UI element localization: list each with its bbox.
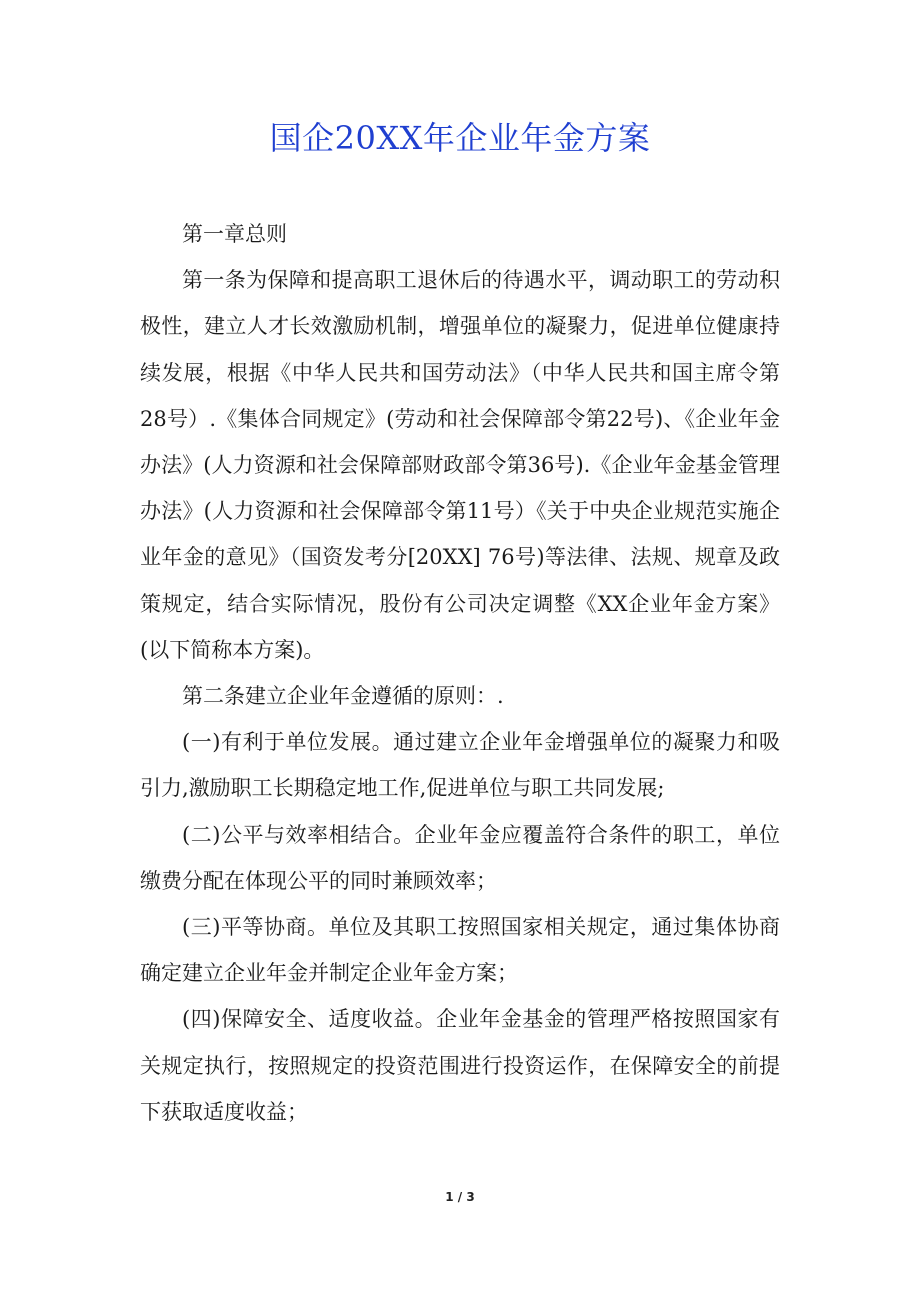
article-2-paragraph: 第二条建立企业年金遵循的原则：. [182, 684, 504, 709]
chapter-heading: 第一章总则 [182, 222, 287, 246]
document-title: 国企20XX年企业年金方案 [269, 119, 651, 157]
article-1-paragraph: 第一条为保障和提高职工退休后的待遇水平，调动职工的劳动积极性，建立人才长效激励机制，增强单位的凝聚力，促进单位健康持续发展，根据《中华人民共和国劳动法》（中华人民共和国主席令第28号）.《集体合同规定》(劳动和社会保障部令第22号)、《企业年金办法》(人力资源和社会保障部财政部令第36号).《企业年金基金管理办法》(人力资源和社会保障部令第11号）《关于中央企业规范实施企业年金的意见》（国资发考分[20XX] 76号)等法律、法规、规章及政策规定，结合实际情况，股份有公司决定调整《XX企业年金方案》(以下简称本方案)。 [140, 268, 780, 662]
principle-4-paragraph: (四)保障安全、适度收益。企业年金基金的管理严格按照国家有关规定执行，按照规定的投资范围进行投资运作，在保障安全的前提下获取适度收益； [140, 1007, 780, 1124]
principle-1-paragraph: (一)有利于单位发展。通过建立企业年金增强单位的凝聚力和吸引力,激励职工长期稳定地工作,促进单位与职工共同发展; [140, 730, 780, 801]
page-number: 1 / 3 [445, 1190, 475, 1204]
document-body [140, 211, 780, 1135]
principle-2-paragraph: (二)公平与效率相结合。企业年金应覆盖符合条件的职工，单位缴费分配在体现公平的同时兼顾效率； [140, 822, 780, 893]
principle-3-paragraph: (三)平等协商。单位及其职工按照国家相关规定，通过集体协商确定建立企业年金并制定企业年金方案； [140, 915, 780, 986]
